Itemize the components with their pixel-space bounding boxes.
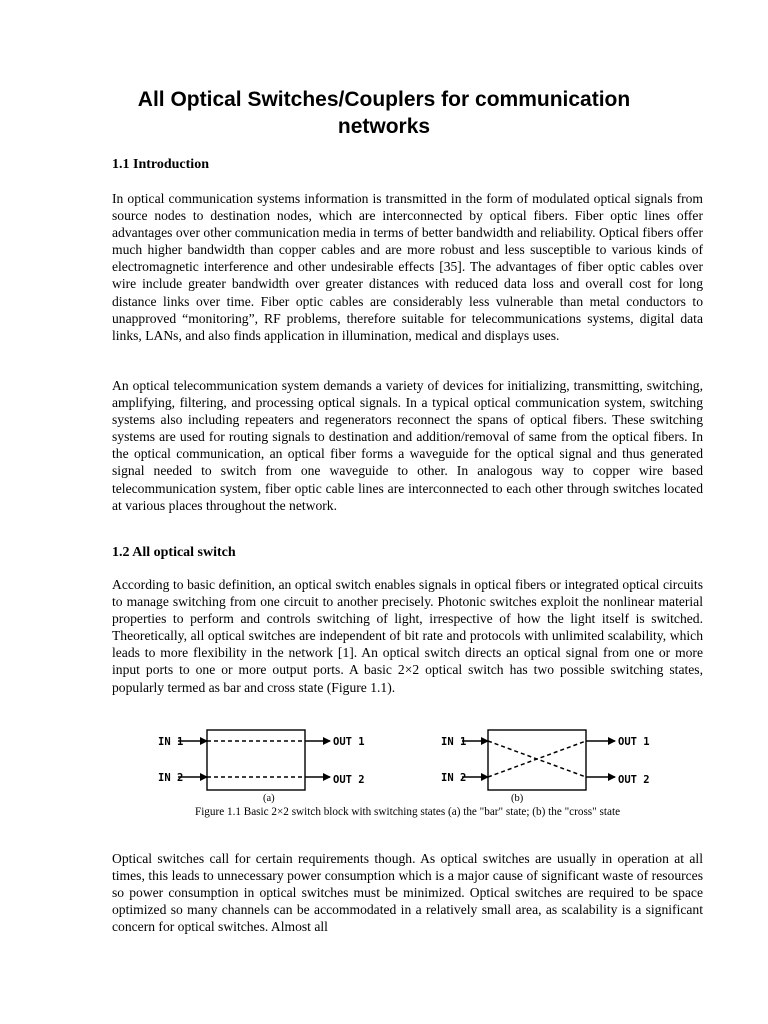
intro-paragraph-2: An optical telecommunication system demands a variety of devices for initializing, transmitting, switching, amplifying, filtering, and processing optical signals. In a typical optical communication system, switching systems also including repeaters and regenerators reconnect the spans of optical fibers. These switching systems are used for routing signals to destination and addition/removal of same from the optical fibers. In the optical communication, an optical fiber forms a waveguide for the optical signal and thus generated signal needed to switch from one waveguide to other. In analogous way to copper wire based telecommunication system, fiber optic cable lines are interconnected to each other through switches located at various places throughout the network. — [112, 378, 703, 513]
switch-paragraph-1: According to basic definition, an optical switch enables signals in optical fibers or integrated optical circuits to manage switching from one circuit to another precisely. Photonic switches exploit the nonlinear material properties to perform and controls switching of light, irrespective of how the light itself is switched. Theoretically, all optical switches are independent of bit rate and protocols with unlimited scalability, which leads to more flexibility in the network [1]. An optical switch directs an optical signal from one or more input ports to one or more output ports. A basic 2×2 optical switch has two possible switching states, popularly termed as bar and cross state (Figure 1.1). — [112, 577, 703, 695]
section-heading-introduction: 1.1 Introduction — [112, 157, 209, 172]
page-title: All Optical Switches/Couplers for communication networks — [137, 88, 631, 138]
switch-diagram — [150, 728, 670, 808]
in1-label-a: IN 1 — [158, 736, 184, 748]
switch-block-a — [207, 730, 305, 790]
out2-label-b: OUT 2 — [618, 774, 650, 786]
bar-state-diagram — [158, 730, 365, 804]
in2-label-b: IN 2 — [441, 772, 467, 784]
intro-paragraph-1: In optical communication systems information is transmitted in the form of modulated optical signals from source nodes to destination nodes, which are interconnected by optical fibers. Fiber optic lines offer advantages over other communication media in terms of better bandwidth and reliability. Optical fibers offer much higher bandwidth than copper cables and are more robust and less susceptible to various kinds of electromagnetic interference and other undesirable effects [35]. The advantages of fiber optic cables over wire include greater bandwidth over greater distances with reduced data loss and overall cost for long distance links over time. Fiber optic cables are considerably less vulnerable than metal conductors to unapproved “monitoring”, RF problems, therefore suitable for telecommunications systems, digital data links, LANs, and also finds application in illumination, medical and displays uses. — [112, 191, 703, 343]
figure-caption: Figure 1.1 Basic 2×2 switch block with switching states (a) the "bar" state; (b) the "cross" state — [194, 806, 621, 818]
out1-label-a: OUT 1 — [333, 736, 365, 748]
sublabel-b: (b) — [511, 793, 524, 804]
section-heading-optical-switch: 1.2 All optical switch — [112, 545, 236, 560]
cross-state-diagram — [441, 730, 650, 804]
switch-block-b — [488, 730, 586, 790]
in1-label-b: IN 1 — [441, 736, 467, 748]
in2-label-a: IN 2 — [158, 772, 184, 784]
switch-paragraph-2: Optical switches call for certain requirements though. As optical switches are usually in operation at all times, this leads to unnecessary power consumption which is a major cause of significant waste of resources so power consumption in optical switches must be minimized. Optical switches are required to be space optimized so many channels can be accommodated in a relatively small area, as scalability is a significant concern for optical switches. Almost all — [112, 851, 703, 935]
out1-label-b: OUT 1 — [618, 736, 650, 748]
sublabel-a: (a) — [263, 793, 275, 804]
out2-label-a: OUT 2 — [333, 774, 365, 786]
